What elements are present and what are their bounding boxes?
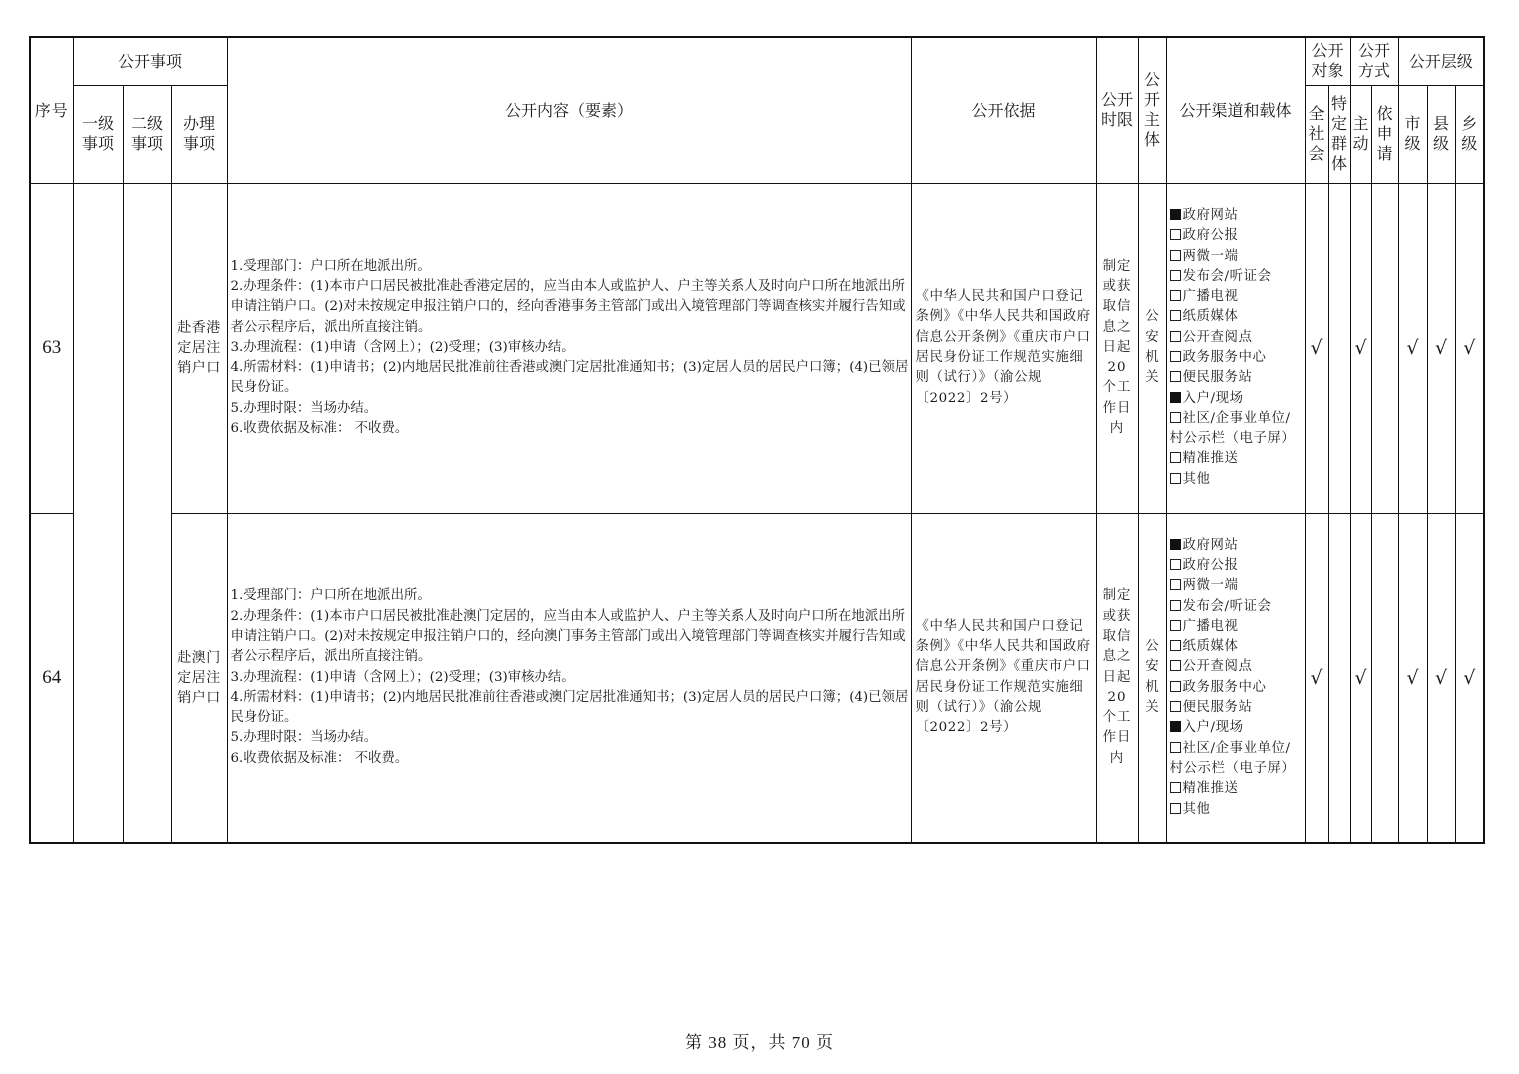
content-line: 2.办理条件：(1)本市户口居民被批准赴香港定居的，应当由本人或监护人、户主等关系人及时向户口所在地派出所申请注销户口。(2)对未按规定申报注销户口的，经向香港事务主管部门或出入境管理部门等调查核实并履行告知或者公示程序后，派出所直接注销。 xyxy=(230,278,906,335)
header-period: 公开时限 xyxy=(1096,37,1138,183)
channel-item: 公开查阅点 xyxy=(1170,328,1303,348)
content-line: 6.收费依据及标准： 不收费。 xyxy=(230,421,409,437)
mark-city: √ xyxy=(1398,183,1427,513)
page-footer: 第 38 页，共 70 页 xyxy=(685,1033,834,1052)
channel-item: 精准推送 xyxy=(1170,449,1303,469)
unchecked-box-icon xyxy=(1170,559,1181,570)
mark-city: √ xyxy=(1398,513,1427,843)
row-content xyxy=(227,183,911,513)
channel-item: 入户/现场 xyxy=(1170,718,1303,738)
mark-all: √ xyxy=(1305,513,1328,843)
header-method: 公开方式 xyxy=(1350,37,1398,85)
row-seq: 63 xyxy=(30,183,73,513)
content-line: 1.受理部门：户口所在地派出所。 xyxy=(230,588,431,604)
mark-apply xyxy=(1371,513,1398,843)
content-line: 3.办理流程：(1)申请（含网上）；(2)受理；(3)审核办结。 xyxy=(230,669,575,685)
row-level1 xyxy=(73,183,123,843)
unchecked-box-icon xyxy=(1170,331,1181,342)
channel-item: 社区/企事业单位/村公示栏（电子屏） xyxy=(1169,740,1296,776)
table-row xyxy=(30,513,1484,843)
content-line: 4.所需材料：(1)申请书；(2)内地居民批准前往香港或澳门定居批准通知书；(3)定居人员的居民户口簿；(4)已领居民身份证。 xyxy=(230,360,909,396)
channel-item: 便民服务站 xyxy=(1170,368,1303,388)
content-line: 5.办理时限：当场办结。 xyxy=(230,730,378,746)
row-period: 制定或获取信息之日起20个工作日内 xyxy=(1096,513,1138,843)
channel-item: 政务服务中心 xyxy=(1170,678,1303,698)
mark-all: √ xyxy=(1305,183,1328,513)
mark-specific xyxy=(1328,183,1350,513)
unchecked-box-icon xyxy=(1170,473,1181,484)
header-method-active: 主动 xyxy=(1350,85,1371,183)
mark-town: √ xyxy=(1455,183,1484,513)
channel-item: 便民服务站 xyxy=(1170,698,1303,718)
channel-item: 入户/现场 xyxy=(1170,389,1303,409)
row-level2 xyxy=(123,183,171,843)
channel-item: 纸质媒体 xyxy=(1170,637,1303,657)
header-level-city: 市级 xyxy=(1398,85,1427,183)
header-level2: 二级事项 xyxy=(123,85,171,183)
header-level1: 一级事项 xyxy=(73,85,123,183)
content-line: 3.办理流程：(1)申请（含网上）；(2)受理；(3)审核办结。 xyxy=(230,339,575,355)
unchecked-box-icon xyxy=(1170,452,1181,463)
row-content xyxy=(227,513,911,843)
unchecked-box-icon xyxy=(1170,351,1181,362)
checked-box-icon xyxy=(1170,721,1181,732)
checked-box-icon xyxy=(1170,209,1181,220)
table-row xyxy=(30,183,1484,513)
unchecked-box-icon xyxy=(1170,229,1181,240)
checked-box-icon xyxy=(1170,539,1181,550)
row-seq: 64 xyxy=(30,513,73,843)
channel-item: 政府公报 xyxy=(1170,226,1303,246)
content-line: 2.办理条件：(1)本市户口居民被批准赴澳门定居的，应当由本人或监护人、户主等关系人及时向户口所在地派出所申请注销户口。(2)对未按规定申报注销户口的，经向澳门事务主管部门或出入境管理部门等调查核实并履行告知或者公示程序后，派出所直接注销。 xyxy=(230,608,906,665)
unchecked-box-icon xyxy=(1170,620,1181,631)
mark-active: √ xyxy=(1350,183,1371,513)
channel-item: 政府公报 xyxy=(1170,556,1303,576)
unchecked-box-icon xyxy=(1170,371,1181,382)
mark-county: √ xyxy=(1427,183,1455,513)
unchecked-box-icon xyxy=(1170,270,1181,281)
channel-item: 发布会/听证会 xyxy=(1170,597,1303,617)
mark-specific xyxy=(1328,513,1350,843)
row-channels xyxy=(1166,513,1305,843)
unchecked-box-icon xyxy=(1170,742,1181,753)
row-subject: 公安机关 xyxy=(1138,513,1166,843)
header-seq: 序号 xyxy=(30,37,73,183)
unchecked-box-icon xyxy=(1170,782,1181,793)
row-basis: 《中华人民共和国户口登记条例》《中华人民共和国政府信息公开条例》《重庆市户口居民身份证工作规范实施细则（试行）》（渝公规〔2022〕2号） xyxy=(911,183,1096,513)
header-level: 公开层级 xyxy=(1398,37,1484,85)
header-target: 公开对象 xyxy=(1305,37,1350,85)
channel-item: 其他 xyxy=(1170,800,1303,820)
channel-item: 政府网站 xyxy=(1170,536,1303,556)
unchecked-box-icon xyxy=(1170,579,1181,590)
row-handle-item: 赴澳门定居注销户口 xyxy=(171,513,227,843)
mark-active: √ xyxy=(1350,513,1371,843)
channel-item: 公开查阅点 xyxy=(1170,657,1303,677)
row-handle-item: 赴香港定居注销户口 xyxy=(171,183,227,513)
content-line: 6.收费依据及标准： 不收费。 xyxy=(230,750,409,766)
unchecked-box-icon xyxy=(1170,250,1181,261)
row-channels xyxy=(1166,183,1305,513)
content-line: 5.办理时限：当场办结。 xyxy=(230,400,378,416)
unchecked-box-icon xyxy=(1170,640,1181,651)
row-subject: 公安机关 xyxy=(1138,183,1166,513)
row-basis: 《中华人民共和国户口登记条例》《中华人民共和国政府信息公开条例》《重庆市户口居民身份证工作规范实施细则（试行）》（渝公规〔2022〕2号） xyxy=(911,513,1096,843)
header-basis: 公开依据 xyxy=(911,37,1096,183)
channel-item: 两微一端 xyxy=(1170,576,1303,596)
header-content: 公开内容（要素） xyxy=(227,37,911,183)
unchecked-box-icon xyxy=(1170,803,1181,814)
header-method-apply: 依申请 xyxy=(1371,85,1398,183)
channel-item: 政府网站 xyxy=(1170,206,1303,226)
unchecked-box-icon xyxy=(1170,412,1181,423)
content-line: 1.受理部门：户口所在地派出所。 xyxy=(230,258,431,274)
checked-box-icon xyxy=(1170,392,1181,403)
unchecked-box-icon xyxy=(1170,290,1181,301)
unchecked-box-icon xyxy=(1170,660,1181,671)
channel-item: 纸质媒体 xyxy=(1170,307,1303,327)
channel-item: 两微一端 xyxy=(1170,247,1303,267)
header-target-specific: 特定群体 xyxy=(1328,85,1350,183)
channel-item: 广播电视 xyxy=(1170,287,1303,307)
channel-item: 发布会/听证会 xyxy=(1170,267,1303,287)
header-channels: 公开渠道和载体 xyxy=(1166,37,1305,183)
channel-item: 其他 xyxy=(1170,470,1303,490)
unchecked-box-icon xyxy=(1170,681,1181,692)
header-target-all: 全社会 xyxy=(1305,85,1328,183)
header-handle: 办理事项 xyxy=(171,85,227,183)
unchecked-box-icon xyxy=(1170,600,1181,611)
mark-town: √ xyxy=(1455,513,1484,843)
channel-item: 政务服务中心 xyxy=(1170,348,1303,368)
content-line: 4.所需材料：(1)申请书；(2)内地居民批准前往香港或澳门定居批准通知书；(3)定居人员的居民户口簿；(4)已领居民身份证。 xyxy=(230,689,909,726)
channel-item: 广播电视 xyxy=(1170,617,1303,637)
channel-item: 社区/企事业单位/村公示栏（电子屏） xyxy=(1169,410,1296,447)
unchecked-box-icon xyxy=(1170,310,1181,321)
header-subject: 公开主体 xyxy=(1138,37,1166,183)
header-items-group: 公开事项 xyxy=(73,37,227,85)
unchecked-box-icon xyxy=(1170,701,1181,712)
disclosure-table xyxy=(29,36,1485,844)
mark-apply xyxy=(1371,183,1398,513)
mark-county: √ xyxy=(1427,513,1455,843)
row-period: 制定或获取信息之日起20个工作日内 xyxy=(1096,183,1138,513)
header-level-town: 乡级 xyxy=(1455,85,1484,183)
channel-item: 精准推送 xyxy=(1170,779,1303,799)
header-level-county: 县级 xyxy=(1427,85,1455,183)
